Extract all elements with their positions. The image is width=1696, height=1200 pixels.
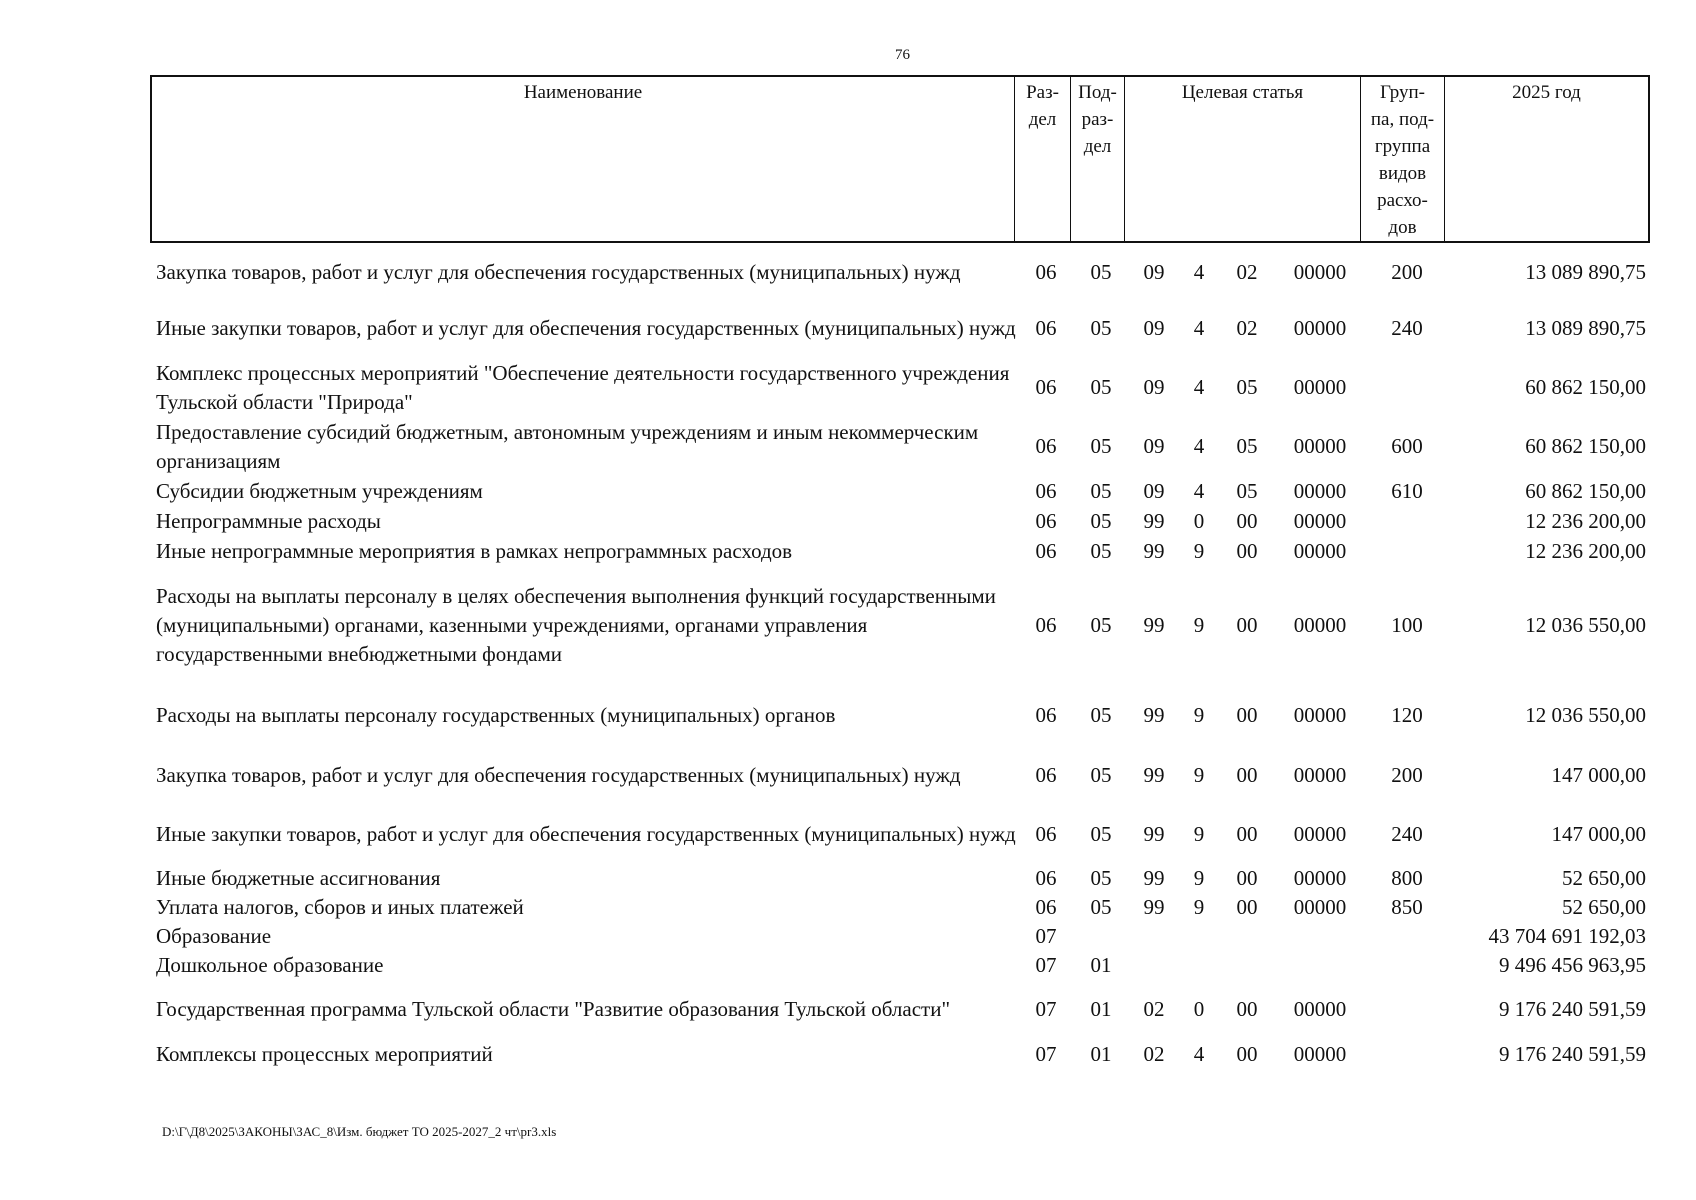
row-target-sub: 00 [1236,822,1258,846]
table-body [150,245,1650,1069]
row-target-direction: 00000 [1293,822,1347,846]
row-target-direction: 00000 [1293,762,1347,787]
row-target-sub: 02 [1236,259,1258,284]
row-subsection: 05 [1090,613,1112,637]
row-target-sub: 00 [1236,866,1258,890]
row-subsection: 05 [1090,259,1112,284]
row-target-type: 0 [1193,508,1205,533]
row-target-program: 99 [1143,762,1165,787]
row-name: Предоставление субсидий бюджетным, автономным учреждениям и иным некоммерческим организациям [156,419,979,473]
table-row [150,417,1650,476]
row-expense-group: 200 [1391,259,1423,284]
row-subsection: 05 [1090,508,1112,533]
row-target-sub: 05 [1236,434,1258,458]
row-target-direction: 00000 [1293,538,1347,563]
row-subsection: 01 [1090,953,1112,977]
row-section: 07 [1035,1041,1057,1066]
table-header [150,75,1650,243]
row-target-program: 09 [1143,434,1165,458]
row-name: Уплата налогов, сборов и иных платежей [156,895,524,919]
header-section: Раз- дел [1015,77,1071,241]
row-expense-group: 800 [1391,866,1423,890]
row-subsection: 01 [1090,1041,1112,1066]
page-number: 76 [895,47,910,63]
row-expense-group: 850 [1391,895,1423,919]
row-amount: 9 496 456 963,95 [1499,953,1646,977]
row-target-type: 4 [1193,316,1205,340]
row-target-program: 99 [1143,613,1165,637]
row-target-direction: 00000 [1293,508,1347,533]
row-expense-group: 240 [1391,822,1423,846]
row-name: Комплексы процессных мероприятий [156,1041,493,1066]
row-target-type: 9 [1193,866,1205,890]
row-section: 06 [1035,538,1057,563]
row-target-type: 9 [1193,895,1205,919]
row-name: Закупка товаров, работ и услуг для обеспечения государственных (муниципальных) нужд [156,762,961,787]
header-expense-group: Груп- па, под- группа видов расхо- дов [1361,77,1445,241]
row-target-type: 9 [1193,702,1205,727]
row-section: 07 [1035,997,1057,1021]
row-section: 07 [1035,924,1057,948]
row-section: 06 [1035,762,1057,787]
row-name: Комплекс процессных мероприятий "Обеспечение деятельности государственного учреждения Тульской области "Природа" [156,360,1010,414]
row-amount: 60 862 150,00 [1525,478,1646,503]
row-expense-group: 240 [1391,316,1423,340]
row-target-type: 4 [1193,478,1205,503]
table-row [150,893,1650,922]
row-target-direction: 00000 [1293,1041,1347,1066]
row-section: 06 [1035,259,1057,284]
row-expense-group: 120 [1391,702,1423,727]
table-row [150,506,1650,536]
row-amount: 13 089 890,75 [1525,259,1646,284]
row-target-direction: 00000 [1293,478,1347,503]
row-target-sub: 02 [1236,316,1258,340]
table-row [150,536,1650,566]
row-target-sub: 00 [1236,762,1258,787]
table-row [150,1039,1650,1069]
table-row [150,685,1650,745]
row-expense-group: 200 [1391,762,1423,787]
row-target-sub: 05 [1236,375,1258,399]
row-target-program: 99 [1143,702,1165,727]
table-row [150,951,1650,980]
row-section: 06 [1035,895,1057,919]
row-name: Иные непрограммные мероприятия в рамках непрограммных расходов [156,538,793,563]
row-target-program: 99 [1143,895,1165,919]
row-section: 06 [1035,866,1057,890]
row-section: 06 [1035,702,1057,727]
row-target-type: 9 [1193,822,1205,846]
row-amount: 13 089 890,75 [1525,316,1646,340]
row-amount: 12 036 550,00 [1525,702,1646,727]
row-subsection: 05 [1090,762,1112,787]
row-target-program: 99 [1143,508,1165,533]
row-name: Иные бюджетные ассигнования [156,866,441,890]
table-row [150,358,1650,417]
budget-table [150,75,1650,1069]
row-target-type: 0 [1193,997,1205,1021]
row-target-sub: 05 [1236,478,1258,503]
row-target-sub: 00 [1236,508,1258,533]
row-subsection: 05 [1090,866,1112,890]
table-row [150,299,1650,358]
row-name: Иные закупки товаров, работ и услуг для обеспечения государственных (муниципальных) нужд [156,316,1016,340]
row-target-direction: 00000 [1293,613,1347,637]
row-subsection: 05 [1090,478,1112,503]
table-row [150,980,1650,1039]
row-target-sub: 00 [1236,997,1258,1021]
row-target-program: 02 [1143,997,1165,1021]
row-amount: 52 650,00 [1562,895,1646,919]
table-row [150,745,1650,805]
table-row [150,245,1650,299]
row-section: 06 [1035,613,1057,637]
row-target-type: 9 [1193,538,1205,563]
row-target-direction: 00000 [1293,895,1347,919]
row-subsection: 05 [1090,538,1112,563]
row-name: Государственная программа Тульской области "Развитие образования Тульской области" [156,997,951,1021]
row-section: 06 [1035,434,1057,458]
row-subsection: 05 [1090,316,1112,340]
row-target-program: 09 [1143,478,1165,503]
row-target-type: 4 [1193,1041,1205,1066]
row-amount: 43 704 691 192,03 [1488,924,1646,948]
row-subsection: 05 [1090,895,1112,919]
header-subsection: Под- раз- дел [1071,77,1125,241]
row-target-sub: 00 [1236,1041,1258,1066]
table-row [150,864,1650,893]
row-subsection: 05 [1090,434,1112,458]
row-amount: 147 000,00 [1551,822,1646,846]
row-amount: 12 236 200,00 [1525,538,1646,563]
row-amount: 9 176 240 591,59 [1499,997,1646,1021]
row-subsection: 05 [1090,702,1112,727]
row-name: Расходы на выплаты персоналу государственных (муниципальных) органов [156,702,836,727]
row-section: 06 [1035,316,1057,340]
header-year: 2025 год [1512,82,1581,103]
row-name: Образование [156,924,272,948]
row-amount: 60 862 150,00 [1525,434,1646,458]
row-name: Непрограммные расходы [156,508,381,533]
row-amount: 147 000,00 [1551,762,1646,787]
row-target-program: 99 [1143,538,1165,563]
row-target-direction: 00000 [1293,316,1347,340]
row-name: Дошкольное образование [156,953,384,977]
row-name: Закупка товаров, работ и услуг для обеспечения государственных (муниципальных) нужд [156,259,961,284]
row-amount: 60 862 150,00 [1525,375,1646,399]
row-subsection: 01 [1090,997,1112,1021]
row-target-direction: 00000 [1293,259,1347,284]
row-subsection: 05 [1090,375,1112,399]
row-target-direction: 00000 [1293,375,1347,399]
row-target-program: 09 [1143,259,1165,284]
row-target-direction: 00000 [1293,434,1347,458]
row-name: Субсидии бюджетным учреждениям [156,478,483,503]
row-target-program: 09 [1143,375,1165,399]
row-target-program: 09 [1143,316,1165,340]
row-name: Расходы на выплаты персоналу в целях обеспечения выполнения функций государственными (муниципальными) органами, казенными учреждениями, органами управления государственными внебюджетными фондами [156,584,996,666]
row-target-type: 4 [1193,259,1205,284]
row-target-program: 99 [1143,822,1165,846]
row-target-type: 9 [1193,613,1205,637]
row-section: 06 [1035,478,1057,503]
row-expense-group: 100 [1391,613,1423,637]
row-section: 06 [1035,822,1057,846]
row-section: 07 [1035,953,1057,977]
row-target-type: 9 [1193,762,1205,787]
header-target-article: Целевая статья [1125,77,1361,241]
table-row [150,805,1650,864]
row-name: Иные закупки товаров, работ и услуг для обеспечения государственных (муниципальных) нужд [156,822,1016,846]
row-amount: 12 036 550,00 [1525,613,1646,637]
row-amount: 12 236 200,00 [1525,508,1646,533]
row-subsection: 05 [1090,822,1112,846]
row-section: 06 [1035,508,1057,533]
row-target-type: 4 [1193,434,1205,458]
row-target-program: 99 [1143,866,1165,890]
row-expense-group: 610 [1391,478,1423,503]
row-target-sub: 00 [1236,613,1258,637]
row-amount: 9 176 240 591,59 [1499,1041,1646,1066]
row-target-sub: 00 [1236,538,1258,563]
row-target-sub: 00 [1236,895,1258,919]
row-target-program: 02 [1143,1041,1165,1066]
table-row [150,922,1650,951]
row-expense-group: 600 [1391,434,1423,458]
row-section: 06 [1035,375,1057,399]
table-row [150,566,1650,685]
file-path-footer: D:\Г\Д8\2025\ЗАКОНЫ\ЗАС_8\Изм. бюджет ТО 2025-2027_2 чт\pr3.xls [162,1124,557,1139]
header-name: Наименование [152,77,1015,241]
row-target-direction: 00000 [1293,702,1347,727]
row-target-sub: 00 [1236,702,1258,727]
table-row [150,476,1650,506]
row-target-direction: 00000 [1293,866,1347,890]
row-amount: 52 650,00 [1562,866,1646,890]
row-target-direction: 00000 [1293,997,1347,1021]
row-target-type: 4 [1193,375,1205,399]
